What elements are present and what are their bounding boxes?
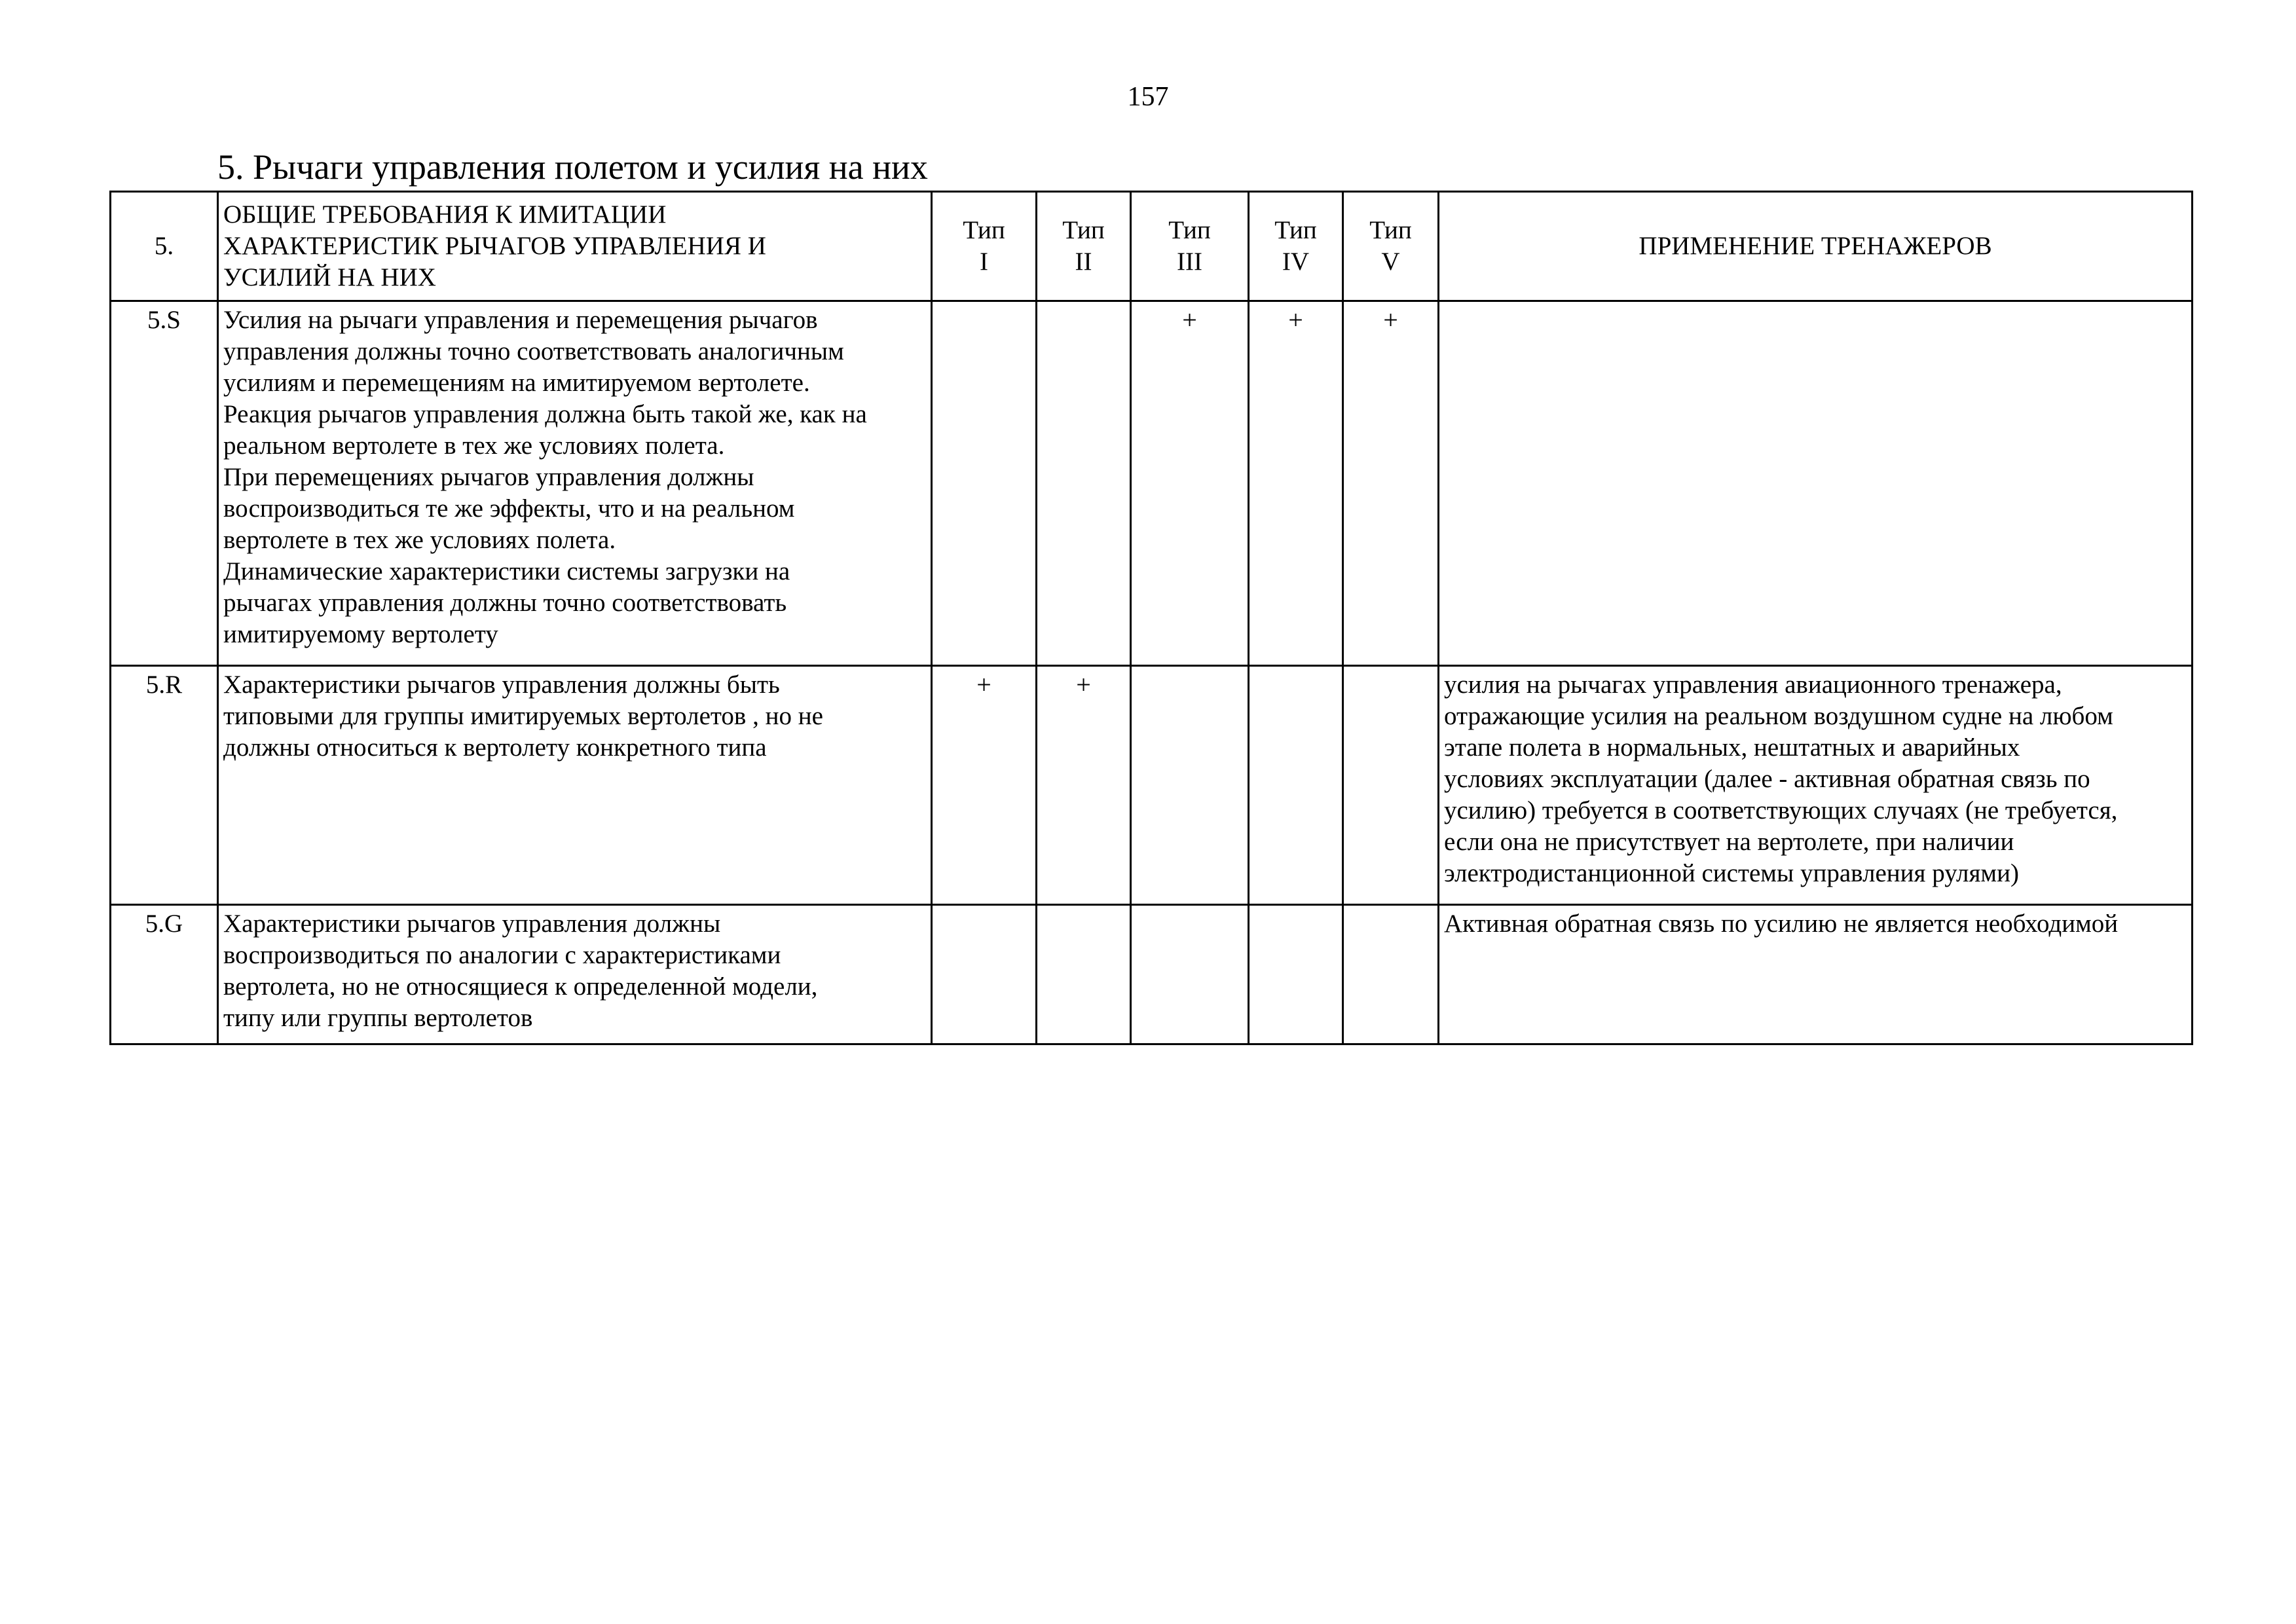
header-type-5-cell xyxy=(1343,192,1439,301)
row-requirement-cell xyxy=(218,905,932,1044)
type-word: Тип xyxy=(1062,216,1105,244)
requirements-table xyxy=(109,191,2193,1045)
requirement-line: вертолете в тех же условиях полета. xyxy=(223,526,616,554)
row-application-cell xyxy=(1439,905,2193,1044)
type-4-mark-cell xyxy=(1249,666,1343,905)
row-requirement-cell xyxy=(218,301,932,666)
type-4-mark-cell: + xyxy=(1249,301,1343,666)
requirements-table-wrapper xyxy=(109,191,2191,1045)
header-application-cell: ПРИМЕНЕНИЕ ТРЕНАЖЕРОВ xyxy=(1439,192,2193,301)
type-word: Тип xyxy=(1168,216,1211,244)
row-number-cell: 5.S xyxy=(111,301,218,666)
header-type-2-cell xyxy=(1037,192,1131,301)
type-1-mark-cell xyxy=(932,905,1037,1044)
application-line: отражающие усилия на реальном воздушном судне на любом xyxy=(1444,702,2113,730)
type-2-mark-cell: + xyxy=(1037,666,1131,905)
type-numeral: II xyxy=(1075,248,1092,276)
header-type-4-cell xyxy=(1249,192,1343,301)
section-title: 5. Рычаги управления полетом и усилия на них xyxy=(217,147,928,187)
requirement-line: реальном вертолете в тех же условиях полета. xyxy=(223,432,725,460)
header-type-3-cell xyxy=(1131,192,1249,301)
requirement-line: Характеристики рычагов управления должны xyxy=(223,910,721,938)
type-word: Тип xyxy=(1369,216,1412,244)
header-type-1-cell xyxy=(932,192,1037,301)
requirement-line: вертолета, но не относящиеся к определенной модели, xyxy=(223,972,818,1001)
type-4-mark-cell xyxy=(1249,905,1343,1044)
type-1-mark-cell: + xyxy=(932,666,1037,905)
row-number-cell: 5.G xyxy=(111,905,218,1044)
requirement-line: управления должны точно соответствовать аналогичным xyxy=(223,337,844,365)
requirement-line: Усилия на рычаги управления и перемещения рычагов xyxy=(223,306,818,334)
application-line: усилию) требуется в соответствующих случаях (не требуется, xyxy=(1444,796,2118,824)
header-requirements-line: ОБЩИЕ ТРЕБОВАНИЯ К ИМИТАЦИИ xyxy=(223,200,667,229)
type-5-mark-cell xyxy=(1343,666,1439,905)
type-word: Тип xyxy=(963,216,1005,244)
requirement-line: воспроизводиться по аналогии с характеристиками xyxy=(223,941,781,969)
header-requirements-line: УСИЛИЙ НА НИХ xyxy=(223,263,436,291)
type-5-mark-cell xyxy=(1343,905,1439,1044)
header-number-cell: 5. xyxy=(111,192,218,301)
table-row xyxy=(111,905,2193,1044)
application-line: усилия на рычагах управления авиационного тренажера, xyxy=(1444,671,2062,699)
type-word: Тип xyxy=(1274,216,1317,244)
application-line: этапе полета в нормальных, нештатных и аварийных xyxy=(1444,733,2020,762)
page-number: 157 xyxy=(1127,82,1169,112)
application-line: условиях эксплуатации (далее - активная обратная связь по xyxy=(1444,765,2090,793)
requirement-line: При перемещениях рычагов управления должны xyxy=(223,463,754,491)
application-line: если она не присутствует на вертолете, при наличии xyxy=(1444,828,2014,856)
type-1-mark-cell xyxy=(932,301,1037,666)
header-requirements-cell xyxy=(218,192,932,301)
requirement-line: рычагах управления должны точно соответствовать xyxy=(223,589,787,617)
header-requirements-line: ХАРАКТЕРИСТИК РЫЧАГОВ УПРАВЛЕНИЯ И xyxy=(223,232,766,260)
requirement-line: Динамические характеристики системы загрузки на xyxy=(223,557,790,585)
row-number-cell: 5.R xyxy=(111,666,218,905)
requirement-line: типовыми для группы имитируемых вертолетов , но не xyxy=(223,702,823,730)
type-3-mark-cell xyxy=(1131,905,1249,1044)
requirement-line: Реакция рычагов управления должна быть такой же, как на xyxy=(223,400,867,428)
type-2-mark-cell xyxy=(1037,301,1131,666)
table-row xyxy=(111,666,2193,905)
row-requirement-cell xyxy=(218,666,932,905)
type-5-mark-cell: + xyxy=(1343,301,1439,666)
requirement-line: типу или группы вертолетов xyxy=(223,1004,533,1032)
table-row xyxy=(111,301,2193,666)
type-3-mark-cell: + xyxy=(1131,301,1249,666)
row-application-cell xyxy=(1439,666,2193,905)
requirement-line: имитируемому вертолету xyxy=(223,620,498,648)
requirement-line: усилиям и перемещениям на имитируемом вертолете. xyxy=(223,369,810,397)
type-numeral: III xyxy=(1177,248,1202,276)
type-2-mark-cell xyxy=(1037,905,1131,1044)
application-line: Активная обратная связь по усилию не является необходимой xyxy=(1444,910,2119,938)
requirement-line: воспроизводиться те же эффекты, что и на реальном xyxy=(223,494,795,523)
row-application-cell xyxy=(1439,301,2193,666)
table-header-row xyxy=(111,192,2193,301)
requirement-line: Характеристики рычагов управления должны быть xyxy=(223,671,780,699)
type-numeral: I xyxy=(980,248,988,276)
requirement-line: должны относиться к вертолету конкретного типа xyxy=(223,733,767,762)
type-3-mark-cell xyxy=(1131,666,1249,905)
type-numeral: IV xyxy=(1282,248,1310,276)
type-numeral: V xyxy=(1381,248,1400,276)
application-line: электродистанционной системы управления рулями) xyxy=(1444,859,2019,887)
